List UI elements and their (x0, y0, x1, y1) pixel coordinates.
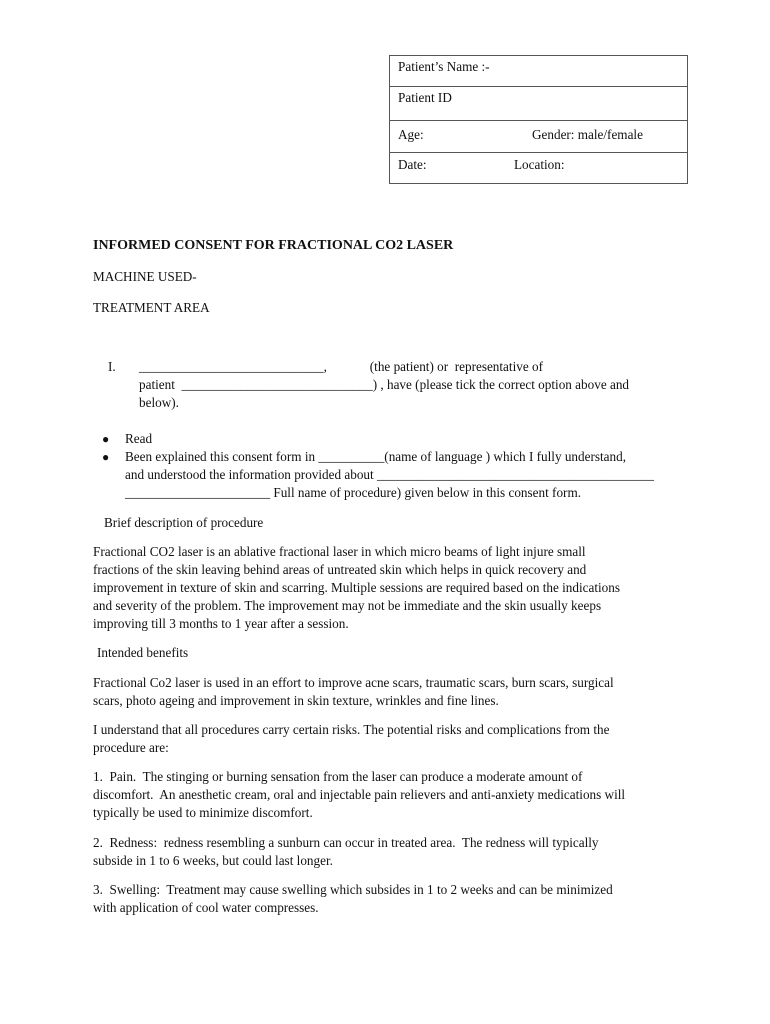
bullet-icon: ● (102, 432, 110, 446)
date-label: Date: (398, 157, 427, 172)
risk-redness-line: 2. Redness: redness resembling a sunburn can occur in treated area. The redness will typically (93, 835, 599, 850)
risks-intro-line: procedure are: (93, 740, 169, 755)
patient-id-row (390, 87, 687, 121)
declaration-line: below). (139, 395, 179, 410)
bullet-explained-line: ______________________ Full name of procedure) given below in this consent form. (125, 485, 581, 500)
declaration-line: patient _____________________________) , have (please tick the correct option above and (139, 377, 630, 392)
bullet-read: Read (125, 431, 153, 446)
treatment-area-label: TREATMENT AREA (93, 300, 210, 315)
machine-used-label: MACHINE USED- (93, 269, 197, 284)
brief-line: Fractional CO2 laser is an ablative fractional laser in which micro beams of light injure small (93, 544, 586, 559)
brief-line: improving till 3 months to 1 year after a session. (93, 616, 349, 631)
risk-pain-line: 1. Pain. The stinging or burning sensation from the laser can produce a moderate amount of (93, 769, 583, 784)
brief-line: fractions of the skin leaving behind areas of untreated skin which helps in quick recovery and (93, 562, 587, 577)
brief-description-heading: Brief description of procedure (104, 515, 264, 530)
benefits-line: scars, photo ageing and improvement in skin texture, wrinkles and fine lines. (93, 693, 499, 708)
risk-pain-line: discomfort. An anesthetic cream, oral and injectable pain relievers and anti-anxiety medications will (93, 787, 626, 802)
bullet-explained-line: and understood the information provided about __________________________________________ (125, 467, 654, 482)
brief-line: improvement in texture of skin and scarring. Multiple sessions are required based on the indications (93, 580, 621, 595)
benefits-heading: Intended benefits (97, 645, 189, 660)
declaration-line: ____________________________, (the patient) or representative of (139, 359, 543, 374)
patient-info-box (389, 55, 688, 184)
brief-line: and severity of the problem. The improvement may not be immediate and the skin usually keeps (93, 598, 602, 613)
age-label: Age: (398, 127, 424, 142)
risk-swelling-line: with application of cool water compresses. (93, 900, 319, 915)
declaration-numeral: I. (108, 359, 116, 374)
risk-pain-line: typically be used to minimize discomfort. (93, 805, 313, 820)
benefits-line: Fractional Co2 laser is used in an effort to improve acne scars, traumatic scars, burn scars, surgical (93, 675, 614, 690)
patient-name-row (390, 56, 687, 87)
date-location-row (390, 153, 687, 183)
bullet-explained-line: Been explained this consent form in __________(name of language ) which I fully understand, (125, 449, 626, 464)
age-gender-row (390, 121, 687, 153)
bullet-icon: ● (102, 450, 110, 464)
risk-swelling-line: 3. Swelling: Treatment may cause swelling which subsides in 1 to 2 weeks and can be minimized (93, 882, 613, 897)
gender-label: Gender: male/female (532, 127, 643, 142)
location-label: Location: (514, 157, 565, 172)
page-title: INFORMED CONSENT FOR FRACTIONAL CO2 LASER (93, 238, 454, 253)
risks-intro-line: I understand that all procedures carry certain risks. The potential risks and complications from the (93, 722, 610, 737)
patient-name-label: Patient’s Name :- (398, 59, 490, 74)
patient-id-label: Patient ID (398, 90, 452, 105)
risk-redness-line: subside in 1 to 6 weeks, but could last longer. (93, 853, 333, 868)
